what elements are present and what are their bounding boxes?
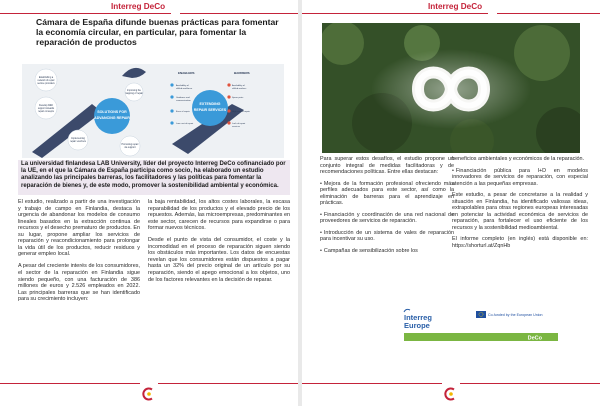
svg-text:service providers: service providers	[37, 83, 55, 85]
paragraph: la baja rentabilidad, los altos costes laborales, la escasa reparabilidad de los productos y el elevado precio de los repuestos. Además, las microempresas, predominantes en este sector, carecen de recursos para expandirse o para formar nuevos técnicos.	[148, 199, 290, 232]
svg-text:Develop R&D: Develop R&D	[39, 105, 53, 107]
infographic-graphic	[22, 64, 284, 158]
header-rule-right	[180, 13, 298, 14]
svg-text:Ease of repair: Ease of repair	[176, 111, 190, 113]
interreg-logo-strip	[402, 306, 560, 342]
svg-text:High cost of repair: High cost of repair	[232, 111, 250, 113]
brand-tab	[105, 0, 171, 13]
paragraph: beneficios ambientales y económicos de la reparación.	[452, 156, 585, 162]
paragraph: El estudio, realizado a partir de una investigación y trabajo de campo en Finlandia, destaca la urgencia de abandonar los modelos de consumo lineales basados en la extracción continua de recursos y el desecho prematuro de productos. En su lugar, propone ampliar los servicios de reparación y reacondicionamiento para prolongar la vida útil de los productos, reducir residuos y generar empleo local.	[18, 199, 140, 258]
svg-text:Low cost of repair: Low cost of repair	[176, 123, 194, 125]
paragraph: A pesar del creciente interés de los consumidores, el sector de la reparación en Finlandia sigue siendo pequeño, con una facturación de 386 millones de euros y 2.526 empleados en 2022. Las principales barreras que se han identificado para su crecimiento incluyen:	[18, 263, 140, 303]
footer-rule-right	[158, 383, 298, 384]
svg-text:skilled workers: skilled workers	[232, 88, 247, 90]
brand-label: Interreg DeCo	[428, 2, 483, 11]
svg-text:communication: communication	[176, 100, 191, 102]
svg-text:Availability of: Availability of	[232, 85, 245, 87]
brand-label: Interreg DeCo	[111, 2, 166, 11]
svg-text:Guidance and: Guidance and	[176, 97, 190, 99]
camara-logo-icon	[142, 387, 156, 401]
footer-rule-left	[302, 383, 442, 384]
interreg-word: Interreg	[404, 313, 432, 322]
svg-text:ENABLERS: ENABLERS	[178, 71, 195, 75]
paragraph: Para superar estos desafíos, el estudio propone un conjunto integral de medidas facilitadoras y de recomendaciones políticas. Entre ellas destacan:	[320, 156, 454, 176]
svg-text:via support: via support	[124, 147, 136, 149]
header-rule-right	[497, 13, 600, 14]
right-column-2	[452, 156, 588, 255]
header-rule-left	[302, 13, 422, 14]
interreg-logo-graphic	[402, 306, 560, 342]
bullet-item: • Campañas de sensibilización sobre los	[320, 248, 454, 255]
bullet-item: • Mejora de la formación profesional ofreciendo más perfiles adecuados para este sector, así como la eliminación de barreras para el aprendizaje en prácticas.	[320, 181, 454, 207]
svg-text:Availability of: Availability of	[176, 85, 189, 87]
svg-text:REPAIR SERVICES: REPAIR SERVICES	[193, 108, 227, 112]
svg-text:mapping of repair: mapping of repair	[125, 93, 143, 95]
paragraph: El informe completo (en inglés) está disponible en: https://shorturl.at/ZqnHb	[452, 236, 588, 250]
svg-text:Lack of repair: Lack of repair	[232, 123, 246, 125]
svg-text:BARRIERS: BARRIERS	[234, 71, 250, 75]
deco-label: DeCo	[527, 335, 542, 342]
left-page	[0, 0, 298, 406]
repair-infographic	[22, 64, 284, 158]
svg-text:EXTENDING: EXTENDING	[199, 102, 221, 106]
cofunded-text: Co-funded by the European Union	[488, 313, 543, 317]
svg-text:ADVANCING REPAIR: ADVANCING REPAIR	[94, 116, 130, 120]
right-column-1	[320, 156, 454, 260]
header-rule-left	[0, 13, 105, 14]
left-column-1	[18, 199, 140, 308]
paragraph: Este estudio, a pesar de concretarse a la realidad y situación en Finlandia, ha identificado valiosas ideas, extrapolables para otras regiones europeas interesadas en potenciar la actividad económica de servicios de reparación, para fortalecer el uso eficiente de los recursos y la sostenibilidad medioambiental.	[452, 192, 588, 231]
footer-rule-left	[0, 383, 140, 384]
left-column-2	[148, 199, 290, 289]
forest-infinity-photo	[322, 23, 580, 153]
bullet-item: • Financiación y coordinación de una red nacional de proveedores de servicios de reparación.	[320, 212, 454, 225]
article-title: Cámara de España difunde buenas prácticas para fomentar la economía circular, en particular, para fomentar la reparación de productos	[36, 17, 279, 48]
svg-text:SOLUTIONS FOR: SOLUTIONS FOR	[97, 110, 127, 114]
svg-text:Establishing a: Establishing a	[38, 77, 54, 79]
svg-text:repair concepts: repair concepts	[38, 111, 54, 113]
svg-text:Improving the: Improving the	[127, 90, 141, 92]
right-page	[302, 0, 600, 406]
camara-logo-icon	[444, 387, 458, 401]
svg-text:Implementing: Implementing	[71, 138, 85, 140]
svg-text:Promoting repair: Promoting repair	[121, 144, 139, 146]
svg-text:skilled workforce: skilled workforce	[176, 88, 193, 90]
europe-word: Europe	[404, 321, 430, 330]
forest-photo-graphic	[322, 23, 580, 153]
svg-text:services: services	[232, 126, 241, 128]
svg-text:support towards: support towards	[37, 108, 55, 110]
svg-text:repair vouchers: repair vouchers	[70, 141, 86, 143]
svg-text:Spare parts: Spare parts	[232, 97, 244, 99]
brand-tab	[422, 0, 488, 13]
bullet-item: • Introducción de un sistema de vales de reparación para incentivar su uso.	[320, 230, 454, 243]
svg-text:network of repair: network of repair	[37, 80, 55, 82]
bullet-item: • Financiación pública para I+D en modelos innovadores de servicios de reparación, con especial atención a las pequeñas empresas.	[452, 168, 588, 188]
eu-flag-icon	[476, 311, 486, 318]
footer-rule-right	[460, 383, 600, 384]
paragraph: Desde el punto de vista del consumidor, el coste y la incomodidad en el proceso de reparación siguen siendo los obstáculos más importantes. Los datos de encuestas revelan que los consumidores están dispuestos a pagar hasta un 32% del precio original de un artículo por su reparación, siendo el apego emocional a los objetos, uno de los factores relevantes en la decisión de reparar.	[148, 237, 290, 283]
summary-box: La universidad finlandesa LAB University, líder del proyecto Interreg DeCo cofinanciado por la UE, en el que la Cámara de España participa como socio, ha elaborado un estudio analizando las principales barreras, los facilitadores y las políticas para fomentar la reparación de bienes y, de este modo, promover la sostenibilidad ambiental y económica.	[18, 160, 290, 195]
